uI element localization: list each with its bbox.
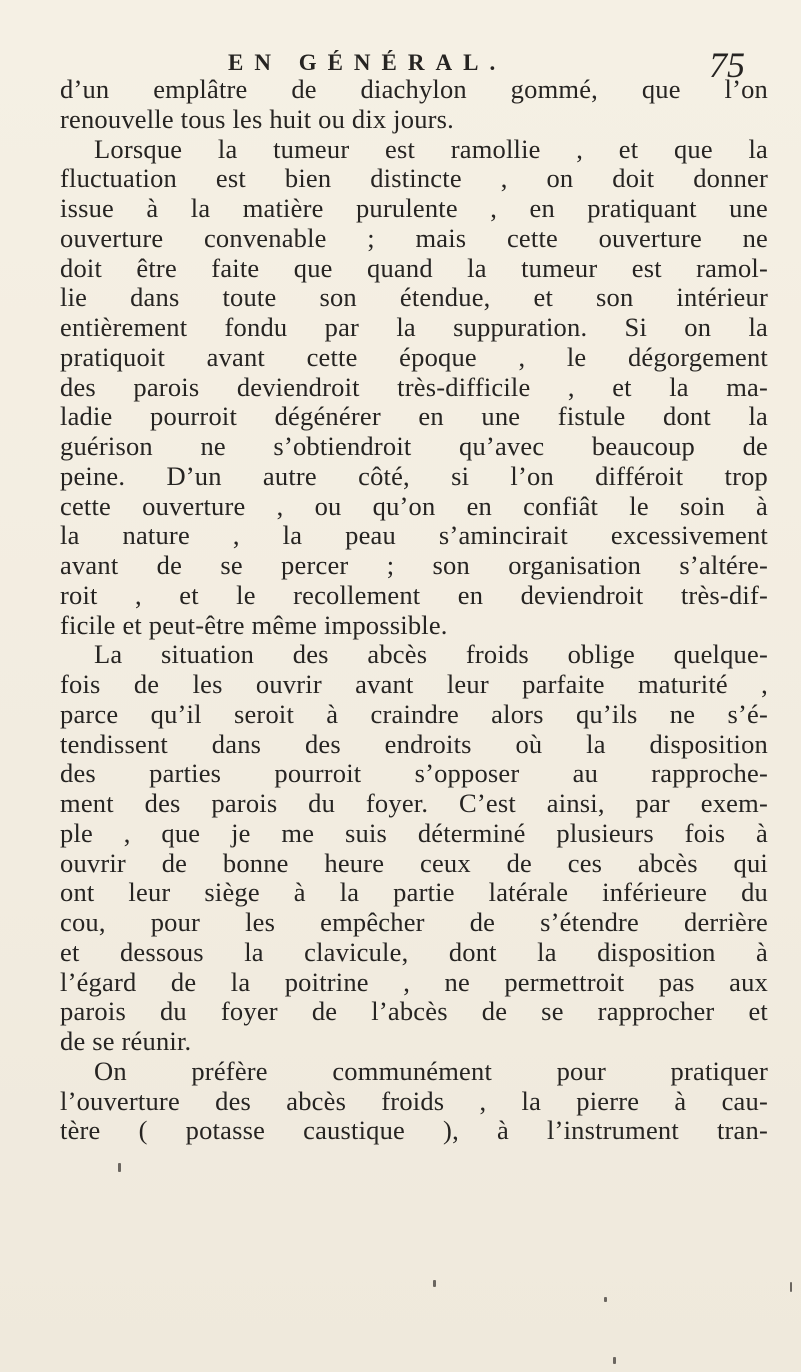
text-line: doit être faite que quand la tumeur est ramol- xyxy=(60,252,768,283)
text-line: ouverture convenable ; mais cette ouverture ne xyxy=(60,222,768,253)
text-line: l’égard de la poitrine , ne permettroit pas aux xyxy=(60,966,768,997)
ink-speck xyxy=(613,1357,616,1364)
ink-speck xyxy=(433,1280,436,1287)
text-line: renouvelle tous les huit ou dix jours. xyxy=(60,103,455,134)
text-line: cou, pour les empêcher de s’étendre derrière xyxy=(60,907,768,937)
page-number: 75 xyxy=(709,45,745,85)
text-line: La situation des abcès froids oblige quelque- xyxy=(94,639,768,670)
text-line: pratiquoit avant cette époque , le dégorgement xyxy=(60,341,768,372)
text-line: parois du foyer de l’abcès de se rapprocher et xyxy=(60,996,768,1027)
text-line: ment des parois du foyer. C’est ainsi, par exem- xyxy=(60,788,768,818)
text-line: avant de se percer ; son organisation s’altére- xyxy=(60,550,768,580)
text-line: la nature , la peau s’amincirait excessivement xyxy=(60,520,768,551)
text-line: entièrement fondu par la suppuration. Si on la xyxy=(60,312,768,342)
text-line: ple , que je me suis déterminé plusieurs fois à xyxy=(60,817,768,848)
text-line: cette ouverture , ou qu’on en confiât le soin à xyxy=(60,490,768,521)
text-line: tère ( potasse caustique ), à l’instrument tran- xyxy=(60,1115,768,1146)
running-title: EN GÉNÉRAL. xyxy=(228,50,507,75)
text-line: fluctuation est bien distincte , on doit donner xyxy=(60,163,768,194)
text-line: issue à la matière purulente , en pratiquant une xyxy=(60,193,768,223)
text-line: ficile et peut-être même impossible. xyxy=(60,609,448,640)
body-text xyxy=(60,75,768,1146)
text-line: parce qu’il seroit à craindre alors qu’ils ne s’é- xyxy=(60,698,768,729)
ink-speck xyxy=(604,1297,607,1302)
text-line: de se réunir. xyxy=(60,1026,192,1056)
ink-speck xyxy=(790,1282,792,1292)
text-line: lie dans toute son étendue, et son intérieur xyxy=(60,282,768,313)
text-line: ont leur siège à la partie latérale inférieure du xyxy=(60,877,768,908)
text-line: peine. D’un autre côté, si l’on différoit trop xyxy=(60,460,768,491)
text-line: tendissent dans des endroits où la disposition xyxy=(60,728,768,759)
text-line: ladie pourroit dégénérer en une fistule dont la xyxy=(60,401,768,432)
text-line: des parois deviendroit très-difficile , et la ma- xyxy=(60,371,768,402)
ink-speck xyxy=(118,1163,121,1172)
text-line: et dessous la clavicule, dont la disposition à xyxy=(60,936,768,967)
text-line: ouvrir de bonne heure ceux de ces abcès qui xyxy=(60,847,768,878)
text-line: fois de les ouvrir avant leur parfaite maturité , xyxy=(60,669,768,699)
text-line: On préfère communément pour pratiquer xyxy=(94,1055,768,1086)
text-line: l’ouverture des abcès froids , la pierre à cau- xyxy=(60,1085,768,1116)
text-line: des parties pourroit s’opposer au rapproche- xyxy=(60,758,768,789)
text-line: guérison ne s’obtiendroit qu’avec beaucoup de xyxy=(60,431,768,461)
text-line: d’un emplâtre de diachylon gommé, que l’on xyxy=(60,74,768,104)
text-line: Lorsque la tumeur est ramollie , et que la xyxy=(94,133,768,164)
text-line: roit , et le recollement en deviendroit très-dif- xyxy=(60,579,768,610)
